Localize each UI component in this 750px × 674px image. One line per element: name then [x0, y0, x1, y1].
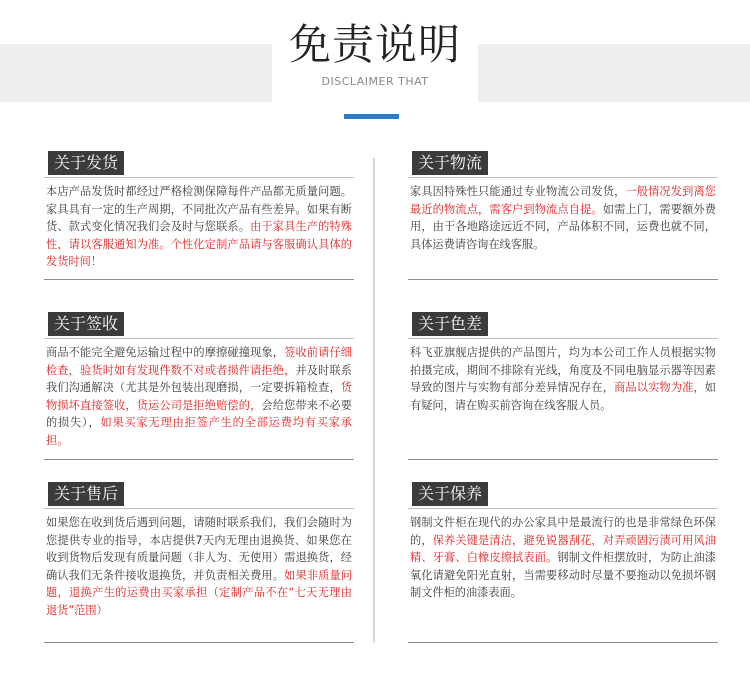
column-divider — [373, 158, 375, 643]
section-body — [44, 183, 354, 271]
section-title: 关于物流 — [412, 151, 488, 175]
highlight-text: 如果非质量问题，退换产生的运费由买家承担（定制产品不在“七天无理由退货”范围） — [46, 568, 352, 617]
section-bottom-rule — [44, 459, 354, 460]
title-rule — [408, 338, 718, 339]
title-rule — [408, 177, 718, 178]
body-text: 如有疑问，请在购买前咨询在线客服人员。 — [410, 381, 716, 412]
title-rule — [44, 177, 354, 178]
section-body — [44, 344, 354, 450]
body-text: 钢制文件柜摆放时，为防止油漆氧化请避免阳光直射，当需要移动时尽量不要拖动以免损坏钢制文件柜的油漆表面。 — [410, 551, 716, 600]
body-text: 如果您在收到货后遇到问题，请随时联系我们，我们会随时为您提供专业的指导，本店提供7天内无理由退换货、如果您在收到货物后发现有质量问题（非人为、无使用）需退换货，经确认我们无条件接收退换货，并负责相关费用。 — [46, 516, 352, 582]
page-title: 免责说明 — [288, 20, 461, 69]
title-rule — [44, 338, 354, 339]
section-bottom-rule — [408, 642, 718, 643]
highlight-text: 保养关键是清洁，避免锐器刮花，对弄顽固污渍可用风油精、牙膏、白橡皮擦拭表面。 — [410, 533, 716, 565]
section-shipping — [44, 151, 354, 271]
section-title: 关于售后 — [48, 482, 124, 506]
body-text: 科飞亚旗舰店提供的产品图片，均为本公司工作人员根据实物拍摄完成，期间不排除有光线，角度及不同电脑显示器等因素导致的图片与实物有部分差异情况存在， — [410, 346, 716, 395]
section-title: 关于发货 — [48, 151, 124, 175]
body-text: 并及时联系我们沟通解决（尤其是外包装出现磨损，一定要拆箱检查， — [46, 363, 352, 395]
section-bottom-rule — [408, 279, 718, 280]
section-body — [44, 514, 354, 620]
body-text: 本店产品发货时都经过严格检测保障每件产品都无质量问题。家具具有一定的生产周期，不同批次产品有些差异。如果有断货、款式变化情况我们会及时与您联系。 — [46, 185, 352, 234]
body-text: 会给您带来不必要的损失）， — [46, 398, 352, 430]
highlight-text: 商品以实物为准， — [614, 381, 705, 395]
section-title: 关于色差 — [412, 312, 488, 336]
section-after-sales — [44, 482, 354, 620]
accent-bar — [344, 114, 399, 119]
section-body — [408, 344, 718, 414]
body-text: 如需上门，需要额外费用，由于各地路途远近不同，产品体积不同，运费也就不同，具体运费请咨询在线客服。 — [410, 202, 716, 251]
highlight-text: 签收前请仔细检查，验货时如有发现件数不对或者损件请拒绝， — [46, 346, 352, 377]
section-color-difference — [408, 312, 718, 414]
section-signing — [44, 312, 354, 450]
section-title: 关于签收 — [48, 312, 124, 336]
section-maintenance — [408, 482, 718, 602]
section-body — [408, 514, 718, 602]
highlight-text: 如果买家无理由拒签产生的全部运费均有买家承担。 — [46, 416, 352, 447]
page-subtitle: DISCLAIMER THAT — [321, 75, 429, 88]
highlight-text: 由于家具生产的特殊性，请以客服通知为准。个性化定制产品请与客服确认具体的发货时间！ — [46, 220, 352, 269]
title-rule — [408, 508, 718, 509]
section-bottom-rule — [44, 642, 354, 643]
body-text: 家具因特殊性只能通过专业物流公司发货， — [410, 185, 626, 198]
title-rule — [44, 508, 354, 509]
section-title: 关于保养 — [412, 482, 488, 506]
section-logistics — [408, 151, 718, 253]
section-bottom-rule — [408, 459, 718, 460]
body-text: 钢制文件柜在现代的办公家具中是最流行的也是非常绿色环保的， — [410, 516, 716, 547]
highlight-text: 货物损坏直接签收，货运公司是拒绝赔偿的， — [46, 381, 352, 412]
section-body — [408, 183, 718, 253]
body-text: 商品不能完全避免运输过程中的摩擦碰撞现象， — [46, 346, 285, 359]
highlight-text: 一般情况发到离您最近的物流点，需客户到物流点自提。 — [410, 185, 716, 216]
section-bottom-rule — [44, 279, 354, 280]
